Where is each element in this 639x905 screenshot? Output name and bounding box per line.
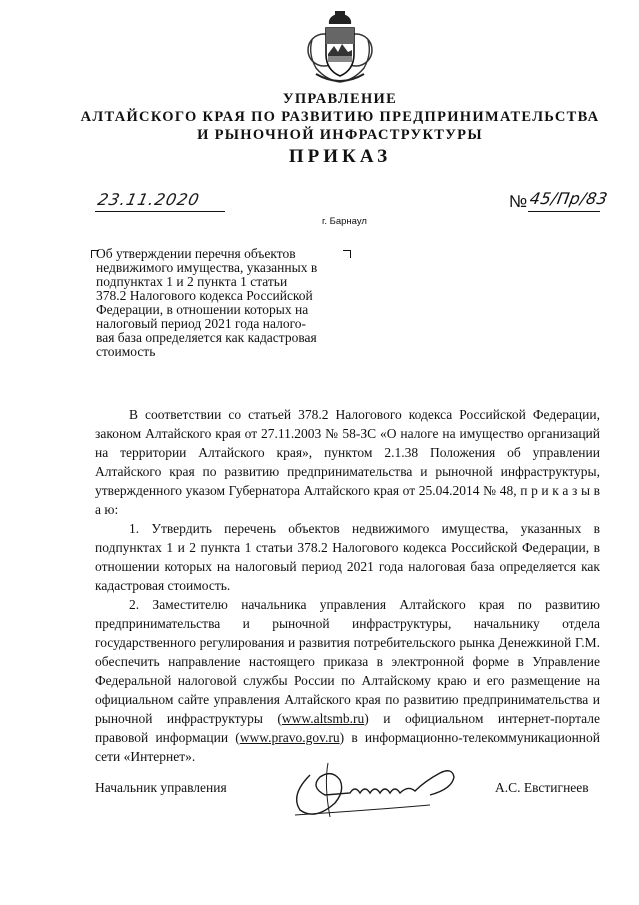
subject-line: Об утверждении перечня объектов (96, 246, 296, 261)
subject-line: стоимость (96, 344, 156, 359)
body-item-2-text: ) и официальном интернет-портале правовой информации ( (95, 711, 601, 745)
handwritten-signature (240, 755, 470, 825)
body-item-2-text: 2. Заместителю начальника управления Алтайского края по развитию предпринимательства и рыночной инфраструктуры, начальнику отдела государственного регулирования и развития потребительского рынка Денежкиной Г.М. обеспечить направление настоящего приказа в электронной форме в Управление Федеральной налоговой службы России по Алтайскому краю и его размещение на официальном сайте управления Алтайского края по развитию предпринимательства и рыночной инфраструктуры ( (95, 597, 600, 726)
org-name-line-1: УПРАВЛЕНИЕ (282, 91, 398, 107)
document-body (95, 405, 600, 766)
subject-line: 378.2 Налогового кодекса Российской (96, 288, 313, 303)
body-item-2 (95, 595, 600, 766)
subject-line: налоговый период 2021 года налого- (96, 316, 307, 331)
org-name-line-3: И РЫНОЧНОЙ ИНФРАСТРУКТУРЫ (197, 127, 483, 143)
pravo-link[interactable]: www.pravo.gov.ru (239, 730, 340, 745)
signatory-name: А.С. Евстигнеев (495, 780, 589, 795)
coat-of-arms-icon (302, 10, 378, 90)
document-title: ПРИКАЗ (288, 146, 392, 167)
number-label: № (509, 192, 528, 211)
org-name-line-2: АЛТАЙСКОГО КРАЯ ПО РАЗВИТИЮ ПРЕДПРИНИМАТЕЛЬСТВА (80, 109, 600, 125)
subject-line: недвижимого имущества, указанных в (96, 260, 318, 275)
body-item-2-text: ) в информационно-телекоммуникационной сети «Интернет». (95, 730, 600, 764)
document-subject (96, 247, 356, 359)
subject-line: вая база определяется как кадастровая (96, 330, 317, 345)
body-intro-paragraph: В соответствии со статьей 378.2 Налогового кодекса Российской Федерации, законом Алтайского края от 27.11.2003 № 58-ЗС «О налоге на имущество организаций на территории Алтайского края», пунктом 2.1.38 Положения об управлении Алтайского края по развитию предпринимательства и рыночной инфраструктуры, утвержденного указом Губернатора Алтайского края от 25.04.2014 № 48, п р и к а з ы в а ю: (95, 407, 600, 517)
subject-line: Федерации, в отношении которых на (96, 302, 309, 317)
signatory-role: Начальник управления (95, 780, 227, 795)
subject-line: подпунктах 1 и 2 пункта 1 статьи (96, 274, 288, 289)
document-date: 23.11.2020 (95, 190, 202, 209)
document-city: г. Барнаул (322, 216, 367, 227)
body-item-1: 1. Утвердить перечень объектов недвижимого имущества, указанных в подпунктах 1 и 2 пункта 1 статьи 378.2 Налогового кодекса Российской Федерации, в отношении которых на налоговый период 2021 года налоговая база определяется как кадастровая стоимость. (95, 521, 600, 593)
document-number: 45/Пр/83 (528, 189, 610, 208)
altsmb-link[interactable]: www.altsmb.ru (281, 711, 365, 726)
